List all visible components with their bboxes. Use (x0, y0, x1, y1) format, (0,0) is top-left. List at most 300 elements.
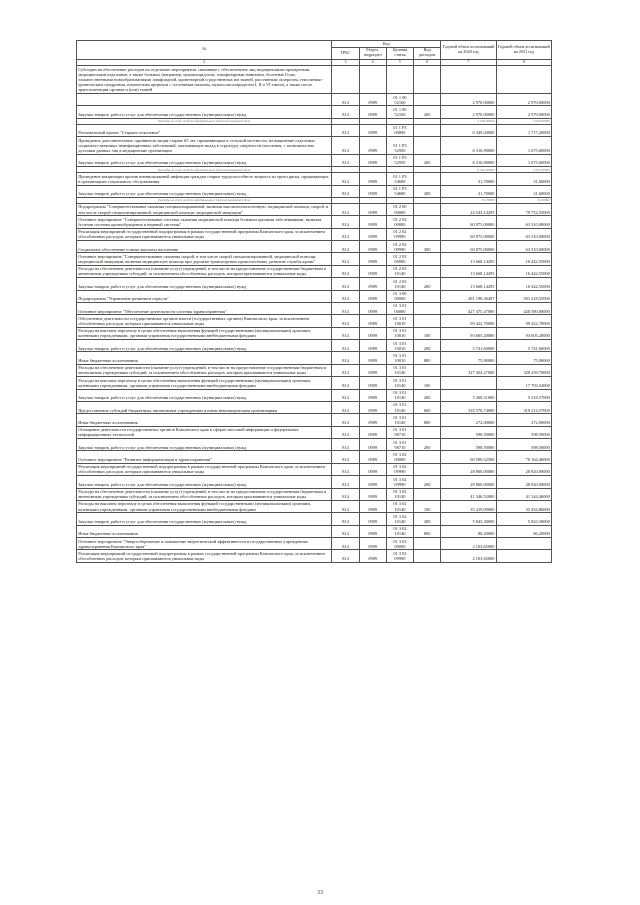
table-cell-rz: 0909 (359, 426, 386, 438)
table-cell-y2: 16 442,55000 (496, 253, 551, 265)
table-cell-grbs: 814 (332, 426, 359, 438)
table-cell-grbs: 814 (332, 228, 359, 240)
table-cell-grbs: 814 (332, 538, 359, 550)
table-cell-rz: 0909 (359, 278, 386, 290)
table-row (77, 389, 552, 401)
table-cell-grbs: 814 (332, 203, 359, 215)
grbs-header: ГРБС (332, 47, 359, 59)
table-cell-grbs: 814 (332, 315, 359, 327)
table-row (77, 137, 552, 155)
table-cell-y1: 318 578,74000 (441, 401, 496, 413)
column-number: 2 (77, 59, 332, 65)
table-cell-name: Оснащение деятельности государственных органов Камчатского края в сферах массовой информации и федеральных информационных технологий (77, 426, 332, 438)
table-row (77, 463, 552, 475)
table-cell-y1: 598,50000 (441, 426, 496, 438)
table-cell-vr (414, 451, 441, 463)
table-cell-y1: 327 454,27000 (441, 364, 496, 376)
table-cell-name: Основное мероприятие "Обеспечение деятельности системы здравоохранения" (77, 302, 332, 314)
table-cell-name: Иные бюджетные ассигнования (77, 525, 332, 537)
table-cell-csr: 01 3 01 10010 (386, 315, 413, 327)
table-cell-csr: 01 3 02 10140 (386, 513, 413, 525)
table-cell-csr: 01 2 03 00000 (386, 253, 413, 265)
table-cell: Расходы за счет средств федерального бюджета/краевой доли (77, 167, 332, 173)
table-cell-rz: 0909 (359, 488, 386, 500)
table-cell-vr (414, 228, 441, 240)
table-cell-y2: 1 675,60000 (496, 154, 551, 166)
table-cell-name: Закупка товаров, работ и услуг для обеспечения государственных (муниципальных) нужд (77, 389, 332, 401)
table-cell-grbs: 814 (332, 137, 359, 155)
table-row (77, 124, 552, 136)
table-cell-csr: 01 3 01 10140 (386, 377, 413, 389)
table-cell-y2: 2 970,00000 (496, 106, 551, 118)
table-cell-csr: 01 1 P3 52950 (386, 137, 413, 155)
table-row (77, 364, 552, 376)
table-cell: 1 675,60000 (496, 167, 551, 173)
table-cell-y1: 13 668,14295 (441, 265, 496, 277)
table-row (77, 377, 552, 389)
table-cell-y2: 63 310,00000 (496, 228, 551, 240)
table-row (77, 500, 552, 512)
table-cell-vr (414, 550, 441, 562)
table-cell-csr: 01 1 00 52160 (386, 94, 413, 106)
table-row (77, 106, 552, 118)
table-cell-csr: 01 3 03 00000 (386, 538, 413, 550)
table-cell-y1: 60 580,52500 (441, 451, 496, 463)
table-cell-y2: 598,50000 (496, 439, 551, 451)
table-row (77, 185, 552, 197)
table-cell-y2: 35 434,86000 (496, 500, 551, 512)
table-cell-vr: 200 (414, 185, 441, 197)
table-cell-y1: 99 422,70000 (441, 315, 496, 327)
table-cell-rz: 0909 (359, 137, 386, 155)
table-row (77, 439, 552, 451)
table-cell-rz: 0909 (359, 389, 386, 401)
table-cell-rz: 0909 (359, 340, 386, 352)
table-cell-grbs: 814 (332, 389, 359, 401)
table-cell-csr: 01 3 01 98710 (386, 426, 413, 438)
table-cell-grbs: 814 (332, 488, 359, 500)
table-cell-vr: 200 (414, 278, 441, 290)
section-header: Раздел, подраздел (359, 47, 386, 59)
table-cell-name: Иные бюджетные ассигнования (77, 352, 332, 364)
table-cell-y2: 63 310,00000 (496, 241, 551, 253)
table-cell-csr: 01 3 01 10140 (386, 401, 413, 413)
table-cell-name: Закупка товаров, работ и услуг для обеспечения государственных (муниципальных) нужд (77, 476, 332, 488)
table-cell: 2 970,00000 (496, 118, 551, 124)
table-cell-y2 (496, 550, 551, 562)
table-row (77, 154, 552, 166)
table-row (77, 228, 552, 240)
table-cell-csr: 01 3 02 09990 (386, 463, 413, 475)
table-cell-vr (414, 364, 441, 376)
table-cell-vr: 800 (414, 352, 441, 364)
table-row (77, 327, 552, 339)
table-cell-y2: 501 218,55000 (496, 290, 551, 302)
table-cell-vr: 200 (414, 340, 441, 352)
table-cell-vr: 200 (414, 439, 441, 451)
table-cell-y1: 31,70000 (441, 185, 496, 197)
table-cell-vr (414, 488, 441, 500)
table-cell-grbs: 814 (332, 278, 359, 290)
table-cell-grbs: 814 (332, 327, 359, 339)
table-cell-name: Реализация мероприятий государственной подпрограммы в рамках государственной программы Камчатского края, за исключением обособленных расходов, которым присваиваются уникальные коды (77, 463, 332, 475)
table-cell-y1: 5 741,60000 (441, 340, 496, 352)
table-cell-vr (414, 302, 441, 314)
table-cell-grbs: 814 (332, 352, 359, 364)
table-cell-vr (414, 290, 441, 302)
table-cell-grbs: 814 (332, 94, 359, 106)
table-cell-y2: 272,00000 (496, 414, 551, 426)
table-cell-rz: 0909 (359, 500, 386, 512)
table-cell-rz: 0909 (359, 538, 386, 550)
table-cell-csr: 01 1 P3 52950 (386, 154, 413, 166)
year2-header: Годовой объем ассигнований на 2021 год (496, 41, 551, 60)
table-cell-rz: 0909 (359, 364, 386, 376)
table-cell-vr: 300 (414, 241, 441, 253)
table-row (77, 203, 552, 215)
table-cell-csr: 01 3 02 00000 (386, 451, 413, 463)
table-cell-name: Основное мероприятие "Развитие информатизации в здравоохранении" (77, 451, 332, 463)
table-row (77, 340, 552, 352)
table-row (77, 216, 552, 228)
table-cell-y1: 5 260,51000 (441, 389, 496, 401)
table-cell-csr: 01 3 01 10140 (386, 364, 413, 376)
expense-type-header: Вид расходов (414, 47, 441, 59)
table-row (77, 352, 552, 364)
table-cell-rz: 0909 (359, 439, 386, 451)
table-cell-rz (359, 66, 386, 94)
table-cell-vr: 200 (414, 106, 441, 118)
table-cell-grbs: 814 (332, 216, 359, 228)
table-cell-y2: 86,20000 (496, 525, 551, 537)
table-cell-csr: 01 2 03 10140 (386, 265, 413, 277)
table-cell-vr: 100 (414, 500, 441, 512)
budget-allocation-table (76, 40, 552, 563)
table-cell-vr: 200 (414, 476, 441, 488)
table-row (77, 476, 552, 488)
table-cell-name: Закупка товаров, работ и услуг для обеспечения государственных (муниципальных) нужд (77, 185, 332, 197)
table-cell-y1: 41 346,52000 (441, 488, 496, 500)
table-cell-name: Расходы на выплаты персоналу в целях обеспечения выполнения функций государственными (муниципальными) органами, казенными учреждениями, органами управления государственными внебюджетными фондами (77, 377, 332, 389)
table-cell: 6 316,90000 (441, 167, 496, 173)
table-cell-csr: 01 1 00 52160 (386, 106, 413, 118)
table-cell-name: Расходы на выплаты персоналу в целях обеспечения выполнения функций государственными (муниципальными) органами, казенными учреждениями, органами управления государственными внебюджетными фондами (77, 327, 332, 339)
table-cell-grbs (332, 66, 359, 94)
table-cell-csr: 01 3 02 10140 (386, 488, 413, 500)
table-cell-y1: 60 875,00000 (441, 228, 496, 240)
table-row (77, 401, 552, 413)
table-cell-csr: 01 2 00 00000 (386, 203, 413, 215)
table-cell-name: Субсидии на обеспечение расходов на отдельные мероприятия, связанные с обеспечением лиц медицинскими препаратами, медицинскими изделиями, а также больных (например, муковисцидозом, гипофизарным нанизмом, болезнью Гоше, злокачественными новообразованиями лимфоидной, кроветворной и родственных им тканей, рассеянным склерозом, гемолитико-уремическим синдромом, юношеским артритом с системным началом, мукополисахаридозом I, II и VI типов), а также после трансплантации органов и (или) тканей (77, 66, 332, 94)
table-row (77, 241, 552, 253)
table-cell-y1: 93 605,20000 (441, 327, 496, 339)
table-row (77, 414, 552, 426)
table-cell-y2: 16 442,55000 (496, 278, 551, 290)
table-cell-rz: 0909 (359, 265, 386, 277)
table-cell-y2: 1 675,60000 (496, 137, 551, 155)
table-cell-csr: 01 3 01 00000 (386, 302, 413, 314)
table-cell-name: Основное мероприятие "Совершенствование оказания скорой, в том числе скорой специализированной, медицинской помощи, медицинской эвакуации, включая медицинскую помощь при дорожно-транспортных происшествиях, развитие службы крови" (77, 253, 332, 265)
table-cell-grbs: 814 (332, 340, 359, 352)
table-cell-rz: 0909 (359, 451, 386, 463)
table-cell-vr (414, 253, 441, 265)
table-cell-y1: 5 843,30000 (441, 513, 496, 525)
table-cell-csr: 01 2 02 09990 (386, 228, 413, 240)
table-cell-y1 (441, 377, 496, 389)
table-cell-csr: 01 1 P3 54680 (386, 185, 413, 197)
table-cell-csr (386, 66, 413, 94)
table-cell-grbs: 814 (332, 364, 359, 376)
table-cell-y2: 598,50000 (496, 426, 551, 438)
table-cell-name: Расходы на обеспечение деятельности (оказание услуг) учреждений, в том числе на предоставление государственным бюджетным и автономным учреждениям субсидий, за исключением обособленных расходов, которым присваиваются уникальные коды (77, 364, 332, 376)
table-cell-rz: 0909 (359, 216, 386, 228)
table-cell-vr (414, 124, 441, 136)
table-row (77, 550, 552, 562)
table-cell-y1 (441, 66, 496, 94)
table-cell-grbs: 814 (332, 463, 359, 475)
table-cell-y2: 28 820,00000 (496, 476, 551, 488)
table-cell-y2: 31,60000 (496, 173, 551, 185)
table-row (77, 94, 552, 106)
table-cell-grbs: 814 (332, 265, 359, 277)
table-cell-grbs: 814 (332, 173, 359, 185)
table-cell-rz: 0909 (359, 290, 386, 302)
table-cell-vr (414, 203, 441, 215)
table-cell-name: Основное мероприятие "Энергосбережение и повышение энергетической эффективности в государственных учреждениях здравоохранения Камчатского края" (77, 538, 332, 550)
table-cell-y1: 2 103,65000 (441, 550, 496, 562)
table-cell-y1: 24 543,14295 (441, 203, 496, 215)
table-cell-grbs: 814 (332, 154, 359, 166)
table-cell-grbs: 814 (332, 253, 359, 265)
table-cell-rz: 0909 (359, 185, 386, 197)
table-cell-vr (414, 265, 441, 277)
table-cell-name: Закупка товаров, работ и услуг для обеспечения государственных (муниципальных) нужд (77, 340, 332, 352)
table-cell-vr (414, 66, 441, 94)
table-row (77, 451, 552, 463)
table-cell-name: Проведение вакцинации против пневмококковой инфекции граждан старше трудоспособного возраста из групп риска, проживающих в организациях социального обслуживания (77, 173, 332, 185)
table-cell-csr: 01 3 01 98710 (386, 439, 413, 451)
table-cell-name: Подпрограмма "Совершенствование оказания специализированной, включая высокотехнологичную, медицинской помощи, скорой, в том числе скорой специализированной, медицинской помощи, медицинской эвакуации" (77, 203, 332, 215)
page-number: 33 (317, 890, 323, 896)
table-cell-name: Основное мероприятие "Совершенствование системы оказания медицинской помощи больным прочими заболеваниями, включая болезни системы кровообращения и нервной системы" (77, 216, 332, 228)
table-cell-csr: 01 3 02 09990 (386, 476, 413, 488)
table-cell-y1: 13 668,14295 (441, 278, 496, 290)
table-cell-csr: 01 3 01 10010 (386, 352, 413, 364)
table-cell-rz: 0909 (359, 525, 386, 537)
table-cell-grbs: 814 (332, 513, 359, 525)
table-cell-rz: 0909 (359, 228, 386, 240)
column-number: 8 (496, 59, 551, 65)
table-cell-y2: 75,90000 (496, 352, 551, 364)
table-cell-y2: 5 741,60000 (496, 340, 551, 352)
table-cell-vr (414, 173, 441, 185)
target-article-header: Целевая статья (386, 47, 413, 59)
table-cell-rz: 0909 (359, 463, 386, 475)
table-cell: 31,60000 (496, 197, 551, 203)
table-cell-y2: 93 605,20000 (496, 327, 551, 339)
table-cell-csr: 01 3 00 00000 (386, 290, 413, 302)
column-number: 7 (441, 59, 496, 65)
table-cell-vr: 200 (414, 154, 441, 166)
table-cell-y1: 28 860,00000 (441, 463, 496, 475)
code-header: Код (332, 41, 441, 48)
table-cell-grbs: 814 (332, 500, 359, 512)
table-cell-rz: 0909 (359, 106, 386, 118)
table-cell-name: Закупка товаров, работ и услуг для обеспечения государственных (муниципальных) нужд (77, 154, 332, 166)
table-cell-rz: 0909 (359, 94, 386, 106)
year1-header: Годовой объем ассигнований на 2020 год (441, 41, 496, 60)
table-cell-rz: 0909 (359, 315, 386, 327)
table-cell-y1: 2 970,00000 (441, 94, 496, 106)
table-cell-name: Иные бюджетные ассигнования (77, 414, 332, 426)
table-cell-name: Закупка товаров, работ и услуг для обеспечения государственных (муниципальных) нужд (77, 106, 332, 118)
table-cell-y2: 5 843,30000 (496, 513, 551, 525)
table-cell-csr: 01 2 02 09990 (386, 241, 413, 253)
table-cell-rz: 0909 (359, 513, 386, 525)
table-cell-rz: 0909 (359, 173, 386, 185)
table-cell-name: Предоставление субсидий бюджетным, автономным учреждениям и иным некоммерческим организациям (77, 401, 332, 413)
table-cell-vr (414, 538, 441, 550)
table-row (77, 66, 552, 94)
table-cell-csr: 01 3 02 10140 (386, 525, 413, 537)
table-cell-y2: 16 442,55000 (496, 265, 551, 277)
table-cell-rz: 0909 (359, 253, 386, 265)
table-cell-vr (414, 216, 441, 228)
table-cell-csr: 01 2 02 00000 (386, 216, 413, 228)
table-cell-grbs: 814 (332, 414, 359, 426)
table-cell-vr: 800 (414, 414, 441, 426)
table-cell-y1: 31,70000 (441, 173, 496, 185)
table-cell-y2: 2 970,00000 (496, 94, 551, 106)
table-cell-y2: 17 793,54000 (496, 377, 551, 389)
table-cell-name (77, 94, 332, 106)
table-cell: Расходы за счет средств федерального бюджета/краевой доли (77, 118, 332, 124)
table-cell-grbs: 814 (332, 550, 359, 562)
table-cell-y1: 35 419,00000 (441, 500, 496, 512)
table-body (77, 59, 552, 562)
table-cell-name: Проведение дополнительных скринингов лицам старше 65 лет, проживающим в сельской местности, на выявление отдельных социально-значимых неинфекционных заболеваний, оказывающих вклад в структуру смертности населения, с возможностью доставки данных лиц в медицинские организации (77, 137, 332, 155)
table-cell-y2: 428 580,00000 (496, 302, 551, 314)
table-row (77, 525, 552, 537)
table-cell-name: Расходы на обеспечение деятельности (оказание услуг) учреждений, в том числе на предоставление государственным бюджетным и автономным учреждениям субсидий, за исключением обособленных расходов, которым присваиваются уникальные коды (77, 488, 332, 500)
table-cell-grbs: 814 (332, 241, 359, 253)
table-cell-name: Реализация мероприятий государственной подпрограммы в рамках государственной программы Камчатского края, за исключением обособленных расходов, которым присваиваются уникальные коды (77, 550, 332, 562)
table-cell-rz: 0909 (359, 203, 386, 215)
table-cell-vr (414, 426, 441, 438)
table-cell-name: Обеспечение деятельности государственных органов власти (государственных органов) Камчатского края, за исключением обособленных расходов, которым присваиваются уникальные коды (77, 315, 332, 327)
table-cell-grbs: 814 (332, 185, 359, 197)
table-cell-grbs: 814 (332, 377, 359, 389)
table-cell: 31,70000 (441, 197, 496, 203)
table-cell-rz: 0909 (359, 241, 386, 253)
table-cell-y1: 6 316,90000 (441, 137, 496, 155)
table-cell-csr: 01 3 01 10010 (386, 327, 413, 339)
num-header: № (77, 41, 332, 60)
table-cell-y2: 63 310,00000 (496, 216, 551, 228)
table-cell-name: Расходы на выплаты персоналу в целях обеспечения выполнения функций государственными (муниципальными) органами, казенными учреждениями, органами управления государственными внебюджетными фондами (77, 500, 332, 512)
table-cell-vr (414, 315, 441, 327)
table-cell-rz: 0909 (359, 352, 386, 364)
table-cell-grbs: 814 (332, 401, 359, 413)
table-cell-y2: 5 318,57000 (496, 389, 551, 401)
table-cell-y2: 79 752,55000 (496, 203, 551, 215)
column-number: 5 (386, 59, 413, 65)
table-cell-rz: 0909 (359, 414, 386, 426)
table-cell-grbs: 814 (332, 290, 359, 302)
table-cell-name: Региональный проект "Старшее поколение" (77, 124, 332, 136)
table-cell-rz: 0909 (359, 401, 386, 413)
table-cell: Расходы за счет средств федерального бюджета/краевой доли (77, 197, 332, 203)
table-cell-y2 (496, 66, 551, 94)
table-cell-csr: 01 1 P3 00000 (386, 124, 413, 136)
table-cell-csr: 01 3 03 09990 (386, 550, 413, 562)
table-cell-name: Социальное обеспечение и иные выплаты населению (77, 241, 332, 253)
table-cell-name: Подпрограмма "Управление развитием отрасли" (77, 290, 332, 302)
table-cell-rz: 0909 (359, 124, 386, 136)
table-cell-vr (414, 463, 441, 475)
table-cell-y1: 13 668,14295 (441, 253, 496, 265)
table-row (77, 253, 552, 265)
table-cell-rz: 0909 (359, 302, 386, 314)
column-number: 3 (332, 59, 359, 65)
table-cell-y2: 41 344,46000 (496, 488, 551, 500)
table-cell-y1: 28 860,00000 (441, 476, 496, 488)
table-row (77, 488, 552, 500)
table-cell-vr (414, 94, 441, 106)
table-cell-rz: 0909 (359, 476, 386, 488)
table-cell-y1: 6 316,90000 (441, 154, 496, 166)
table-row (77, 315, 552, 327)
table-cell-grbs: 814 (332, 302, 359, 314)
table-cell-csr: 01 2 03 10140 (386, 278, 413, 290)
table-cell-rz: 0909 (359, 377, 386, 389)
table-cell-vr: 800 (414, 525, 441, 537)
table-cell-y1: 427 475,47000 (441, 302, 496, 314)
table-cell-y1: 598,50000 (441, 439, 496, 451)
table-cell-y1: 60 875,00000 (441, 241, 496, 253)
table-row (77, 290, 552, 302)
table-cell-y1: 6 349,04000 (441, 124, 496, 136)
table-cell-y1: 2 970,00000 (441, 106, 496, 118)
table-cell-grbs: 814 (332, 106, 359, 118)
table-cell-vr (414, 137, 441, 155)
column-number: 4 (359, 59, 386, 65)
table-cell-csr: 01 3 01 10140 (386, 389, 413, 401)
table-cell-vr: 600 (414, 401, 441, 413)
table-row (77, 278, 552, 290)
table-cell-y1: 86,20000 (441, 525, 496, 537)
table-cell-y2: 1 717,20000 (496, 124, 551, 136)
table-cell-grbs: 814 (332, 439, 359, 451)
table-cell-y1: 2 103,65000 (441, 538, 496, 550)
table-cell-name: Расходы на обеспечение деятельности (оказание услуг) учреждений, в том числе на предоставление государственным бюджетным и автономным учреждениям субсидий, за исключением обособленных расходов, которым присваиваются уникальные коды (77, 265, 332, 277)
table-cell: 2 970,00000 (441, 118, 496, 124)
table-cell-y2: 99 422,70000 (496, 315, 551, 327)
table-cell-csr: 01 3 02 10140 (386, 500, 413, 512)
table-cell-grbs: 814 (332, 451, 359, 463)
table-cell-name: Закупка товаров, работ и услуг для обеспечения государственных (муниципальных) нужд (77, 439, 332, 451)
table-cell-csr: 01 3 01 10140 (386, 414, 413, 426)
table-cell-grbs: 814 (332, 525, 359, 537)
table-cell-rz: 0909 (359, 327, 386, 339)
table-cell-rz: 0909 (359, 154, 386, 166)
table-cell-vr: 100 (414, 377, 441, 389)
table-cell-y1: 75,90000 (441, 352, 496, 364)
table-cell-y2: 28 820,00000 (496, 463, 551, 475)
table-row (77, 426, 552, 438)
table-row (77, 513, 552, 525)
table-cell-csr: 01 3 01 10010 (386, 340, 413, 352)
